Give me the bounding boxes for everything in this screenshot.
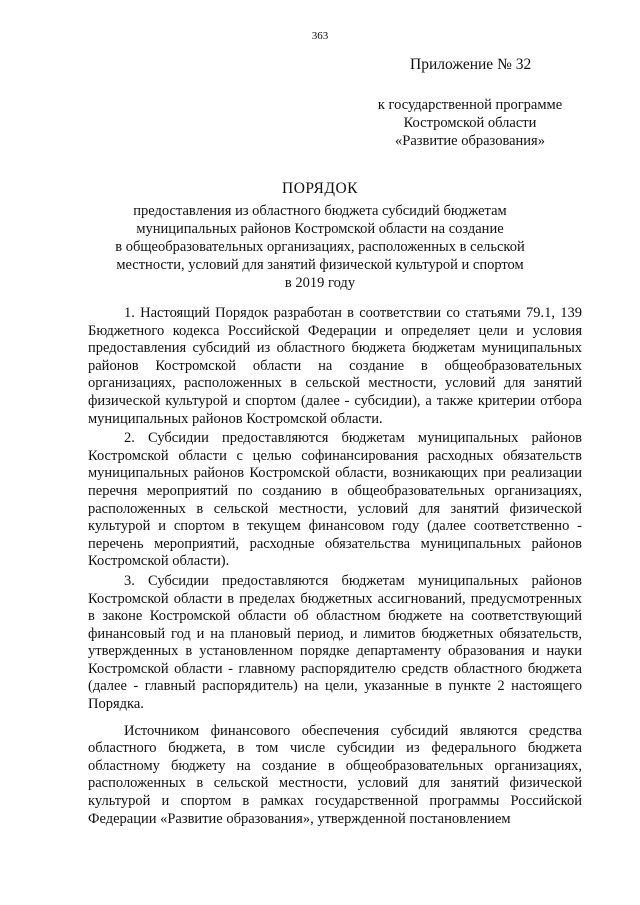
- subtitle-line: предоставления из областного бюджета субсидий бюджетам: [133, 203, 507, 219]
- appendix-line: к государственной программе: [377, 97, 563, 113]
- document-title: ПОРЯДОК: [282, 180, 358, 197]
- paragraph-4: Источником финансового обеспечения субсидий являются средства областного бюджета, в том числе субсидии из федерального бюджета областному бюджету на создание в общеобразовательных организациях, расположенных в сельской местности, условий для занятий физической культурой и спортом в рамках государственной программы Российской Федерации «Развитие образования», утвержденной постановлением: [88, 722, 582, 827]
- subtitle-line: в общеобразовательных организациях, расположенных в сельской: [115, 239, 525, 255]
- subtitle-line: местности, условий для занятий физической культурой и спортом: [116, 257, 524, 273]
- document-subtitle: [100, 202, 540, 292]
- page-number: 363: [311, 30, 329, 42]
- subtitle-line: в 2019 году: [284, 275, 356, 291]
- subtitle-line: муниципальных районов Костромской области на создание: [136, 221, 504, 237]
- appendix-title: Приложение № 32: [410, 56, 532, 73]
- document-body: [88, 305, 582, 828]
- appendix-line: Костромской области: [403, 115, 537, 131]
- paragraph-1: 1. Настоящий Порядок разработан в соответствии со статьями 79.1, 139 Бюджетного кодекса Российской Федерации и определяет цели и условия предоставления субсидий из областного бюджета бюджетам муниципальных районов Костромской области на создание в общеобразовательных организациях, расположенных в сельской местности, условий для занятий физической культурой и спортом (далее - субсидии), а также критерии отбора муниципальных районов Костромской области.: [88, 305, 582, 427]
- appendix-line: «Развитие образования»: [395, 133, 545, 149]
- appendix-reference: [350, 96, 590, 150]
- paragraph-2: 2. Субсидии предоставляются бюджетам муниципальных районов Костромской области с целью софинансирования расходных обязательств муниципальных районов Костромской области, возникающих при реализации перечня мероприятий по созданию в общеобразовательных организациях, расположенных в сельской местности, условий для занятий физической культурой и спортом в текущем финансовом году (далее соответственно - перечень мероприятий, расходные обязательства муниципальных районов Костромской области).: [88, 430, 582, 570]
- paragraph-3: 3. Субсидии предоставляются бюджетам муниципальных районов Костромской области в пределах бюджетных ассигнований, предусмотренных в законе Костромской области об областном бюджете на соответствующий финансовый год и на плановый период, и лимитов бюджетных обязательств, утвержденных в установленном порядке департаменту образования и науки Костромской области - главному распорядителю средств областного бюджета (далее - главный распорядитель) на цели, указанные в пункте 2 настоящего Порядка.: [88, 572, 582, 713]
